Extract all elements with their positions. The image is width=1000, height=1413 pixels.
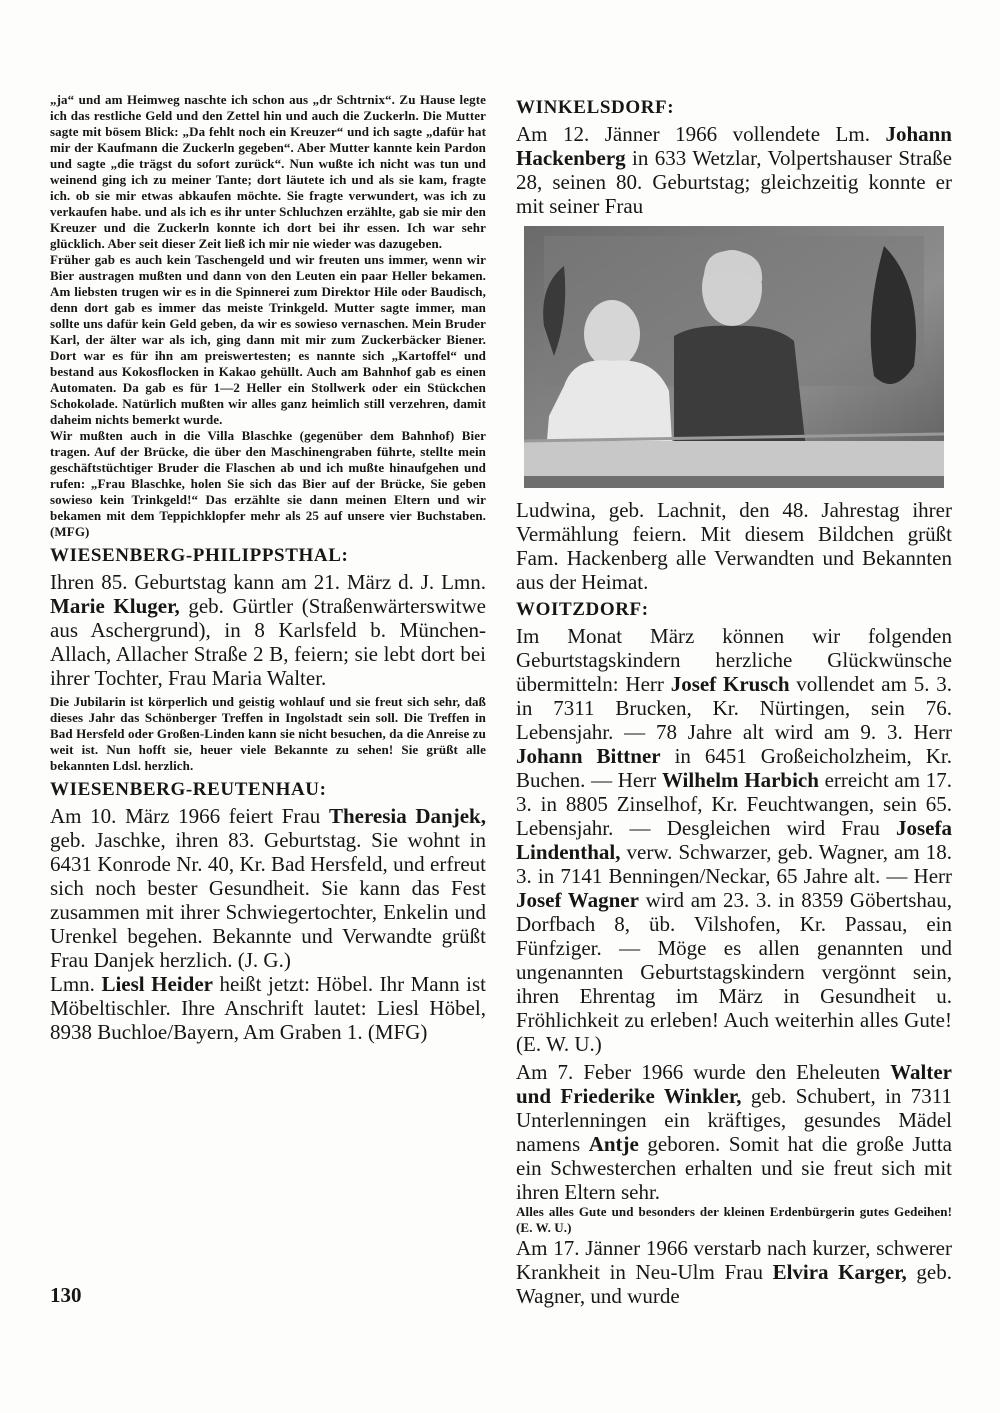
page-number: 130 xyxy=(50,1283,82,1307)
article-theresia-danjek: Am 10. März 1966 feiert Frau Theresia Danjek, geb. Jaschke, ihren 83. Geburtstag. Sie wohnt in 6431 Konrode Nr. 40, Kr. Bad Hersfeld, und erfreut sich noch bester Gesundheit. Sie kann das Fest zusammen mit ihrer Schwiegertochter, Enkelin und Urenkel begehen. Bekannte und Verwandte grüßt Frau Danjek herzlich. (J. G.) xyxy=(50,804,486,972)
person-name: Josef Wagner xyxy=(516,888,639,912)
person-name: Marie Kluger, xyxy=(50,594,180,618)
article-hackenberg-continued: Ludwina, geb. Lachnit, den 48. Jahrestag ihrer Vermählung feiern. Mit diesem Bildchen grüßt Fam. Hackenberg alle Verwandten und Bekannten aus der Heimat. xyxy=(516,498,952,594)
intro-paragraph-1: „ja“ und am Heimweg naschte ich schon aus „dr Schtrnix“. Zu Hause legte ich das restliche Geld und den Zettel hin und auch die Zuckerln. Die Mutter sagte mit bösem Blick: „Da fehlt noch ein Kreuzer“ und ich sagte „dafür hat mir der Kaufmann die Zuckerln gegeben“. Aber Mutter kannte kein Pardon und sagte „die trägst du sofort zurück“. Nun wußte ich nicht was tun und weinend ging ich zu meiner Tante; dort läutete ich und als sie kam, fragte ich. ob sie mir etwas abkaufen möchte. Sie fragte verwundert, was ich zu verkaufen habe. und als ich es ihr unter Schluchzen erzählte, gab sie mir den Kreuzer und die Zuckerln konnte ich dort bei ihr essen. Ich war sehr glücklich. Aber seit dieser Zeit ließ ich mir nie wieder was dazugeben. xyxy=(50,92,486,251)
person-name: Antje xyxy=(588,1132,639,1156)
person-name: Liesl Heider xyxy=(101,972,213,996)
section-heading-wiesenberg-philippsthal: WIESENBERG-PHILIPPSTHAL: xyxy=(50,545,349,566)
person-name: Theresia Danjek, xyxy=(328,804,486,828)
section-heading-woitzdorf: WOITZDORF: xyxy=(516,599,649,620)
article-woitzdorf-birthdays: Im Monat März können wir folgenden Geburtstagskindern herzliche Glückwünsche übermitteln: Herr Josef Krusch vollendet am 5. 3. in 7311 Brucken, Kr. Nürtingen, sein 76. Lebensjahr. — 78 Jahre alt wird am 9. 3. Herr Johann Bittner in 6451 Großeicholzheim, Kr. Buchen. — Herr Wilhelm Harbich erreicht am 17. 3. in 8805 Zinselhof, Kr. Feuchtwangen, sein 65. Lebensjahr. — Desgleichen wird Frau Josefa Lindenthal, verw. Schwarzer, geb. Wagner, am 18. 3. in 7141 Benningen/Neckar, 65 Jahre alt. — Herr Josef Wagner wird am 23. 3. in 8359 Göbertshau, Dorfbach 8, üb. Vilshofen, Kr. Passau, ein Fünfziger. — Möge es allen genannten und ungenannten Geburtstagskindern vergönnt sein, ihren Ehrentag im März in Gesundheit u. Fröhlichkeit zu erleben! Auch weiterhin alles Gute! (E. W. U.) xyxy=(516,624,953,1056)
section-heading-winkelsdorf: WINKELSDORF: xyxy=(516,97,675,118)
couple-photo xyxy=(524,226,944,488)
person-name: Elvira Karger, xyxy=(772,1260,907,1284)
person-name: Josefa Lindenthal, xyxy=(516,816,952,864)
person-name: Wilhelm Harbich xyxy=(661,768,819,792)
person-name: Walter und Friederike Winkler, xyxy=(516,1060,952,1108)
intro-paragraph-2: Früher gab es auch kein Taschengeld und wir freuten uns immer, wenn wir Bier austragen mußten und dann von den Leuten ein paar Heller bekamen. Am liebsten trugen wir es in die Spinnerei zum Direktor Hile oder Baudisch, denn dort gab es immer das meiste Trinkgeld. Mutter sagte immer, man sollte uns dafür kein Geld geben, da wir es sowieso vernaschen. Mein Bruder Karl, der älter war als ich, ging dann mit mir zum Zuckerbäcker Biener. Dort war es für ihn am preiswertesten; es nannte sich „Kartoffel“ und bestand aus Kokosflocken in Kakao gehüllt. Auch am Bahnhof gab es einen Automaten. Da gab es für 1—2 Heller ein Stollwerk oder ein Stückchen Schokolade. Natürlich mußten wir alles ganz heimlich still verzehren, damit daheim nichts bemerkt wurde. xyxy=(50,252,486,427)
article-winkler-note: Alles alles Gute und besonders der kleinen Erdenbürgerin gutes Gedeihen! (E. W. U.) xyxy=(516,1204,952,1235)
person-name: Johann Hackenberg xyxy=(516,122,952,170)
article-elvira-karger: Am 17. Jänner 1966 verstarb nach kurzer, schwerer Krankheit in Neu-Ulm Frau Elvira Karger, geb. Wagner, und wurde xyxy=(516,1236,952,1308)
left-column xyxy=(50,92,486,1044)
article-johann-hackenberg: Am 12. Jänner 1966 vollendete Lm. Johann Hackenberg in 633 Wetzlar, Volpertshauser Straße 28, seinen 80. Geburtstag; gleichzeitig konnte er mit seiner Frau xyxy=(516,122,952,218)
article-liesl-heider: Lmn. Liesl Heider heißt jetzt: Höbel. Ihr Mann ist Möbeltischler. Ihre Anschrift lautet: Liesl Höbel, 8938 Buchloe/Bayern, Am Graben 1. (MFG) xyxy=(50,972,486,1044)
intro-paragraph-3: Wir mußten auch in die Villa Blaschke (gegenüber dem Bahnhof) Bier tragen. Auf der Brücke, die über den Maschinengraben führte, stellte mein geschäftstüchtiger Bruder die Flaschen ab und ich mußte hinaufgehen und rufen: „Frau Blaschke, holen Sie sich das Bier auf der Brücke, Sie geben sowieso kein Trinkgeld!“ Das erzählte sie dann meinen Eltern und wir bekamen mit dem Teppichklopfer mehr als 25 auf unsere vier Buchstaben. (MFG) xyxy=(50,428,486,539)
person-name: Johann Bittner xyxy=(516,744,661,768)
person-name: Josef Krusch xyxy=(670,672,790,696)
article-winkler-birth: Am 7. Feber 1966 wurde den Eheleuten Walter und Friederike Winkler, geb. Schubert, in 7311 Unterlenningen ein kräftiges, gesundes Mädel namens Antje geboren. Somit hat die große Jutta ein Schwesterchen erhalten und sie freut sich mit ihren Eltern sehr. xyxy=(516,1060,952,1204)
section-heading-wiesenberg-reutenhau: WIESENBERG-REUTENHAU: xyxy=(50,779,327,800)
right-column xyxy=(516,92,952,1308)
article-marie-kluger-note: Die Jubilarin ist körperlich und geistig wohlauf und sie freut sich sehr, daß dieses Jahr das Schönberger Treffen in Ingolstadt sein soll. Die Treffen in Bad Hersfeld oder Großen-Linden kann sie nicht besuchen, da die Anreise zu weit ist. Nun hofft sie, heuer viele Bekannte zu sehen! Sie grüßt alle bekannten Ldsl. herzlich. xyxy=(50,694,486,773)
article-marie-kluger: Ihren 85. Geburtstag kann am 21. März d. J. Lmn. Marie Kluger, geb. Gürtler (Straßenwärterswitwe aus Aschergrund), in 8 Karlsfeld b. München-Allach, Allacher Straße 2 B, feiern; sie lebt dort bei ihrer Tochter, Frau Maria Walter. xyxy=(50,570,486,690)
